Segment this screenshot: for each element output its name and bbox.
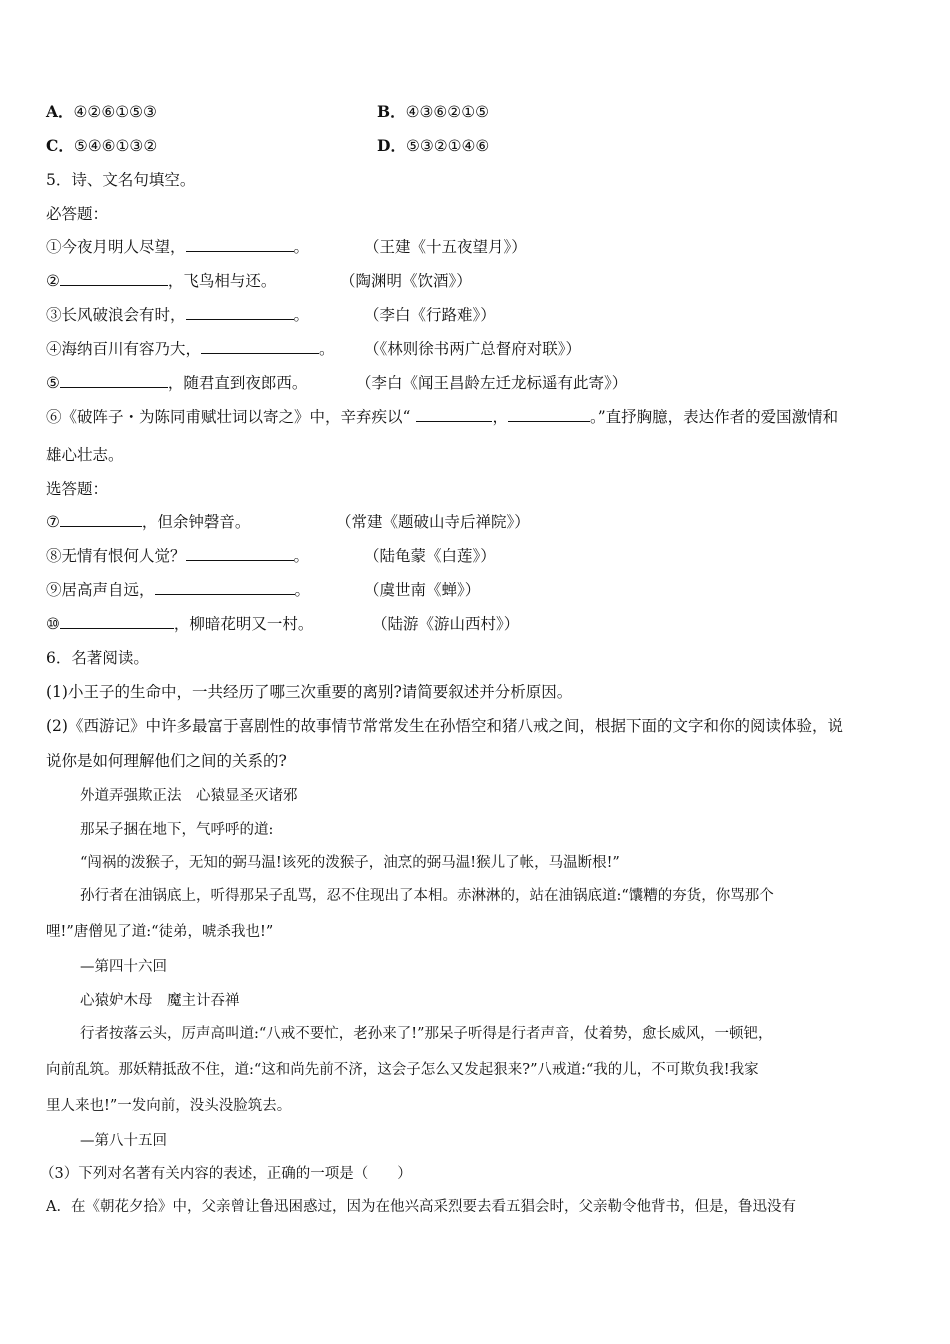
option-d-label: D． bbox=[377, 136, 406, 155]
item-pre: ①今夜月明人尽望， bbox=[46, 238, 186, 256]
option-a-text: ④②⑥①⑤③ bbox=[73, 103, 157, 121]
fill-blank[interactable] bbox=[508, 407, 590, 422]
item-post: 。 bbox=[293, 238, 310, 256]
item-source: （王建《十五夜望月》） bbox=[364, 238, 527, 256]
q5-item-6-cont: 雄心壮志。 bbox=[46, 446, 124, 464]
fill-blank[interactable] bbox=[60, 512, 142, 527]
item-post: ，但余钟磬音。 bbox=[141, 513, 251, 531]
q5-item-2 bbox=[46, 271, 472, 291]
excerpt1-line4: 哩!”唐僧见了道:“徒弟，唬杀我也!” bbox=[46, 924, 274, 940]
option-b-text: ④③⑥②①⑤ bbox=[405, 103, 489, 121]
item-post: ，飞鸟相与还。 bbox=[167, 272, 277, 290]
q5-required-label: 必答题： bbox=[46, 205, 109, 223]
option-b-label: B． bbox=[377, 102, 406, 121]
q5-title: 5．诗、文名句填空。 bbox=[46, 171, 196, 189]
item-source: （陶渊明《饮酒》） bbox=[340, 272, 472, 290]
q5-optional-item-10 bbox=[46, 614, 520, 634]
item-post: 。 bbox=[319, 340, 335, 358]
option-c-text: ⑤④⑥①③② bbox=[73, 137, 158, 155]
q6-title: 6．名著阅读。 bbox=[46, 649, 149, 667]
item-post: 。 bbox=[293, 547, 310, 565]
excerpt2-line2: 向前乱筑。那妖精抵敌不住，道:“这和尚先前不济，这会子怎么又发起狠来?”八戒道:“我的儿，不可欺负我!我家 bbox=[46, 1062, 759, 1078]
option-a-label: A． bbox=[46, 102, 74, 121]
excerpt2-title: 心猿妒木母 魔主计吞禅 bbox=[80, 993, 240, 1009]
q5-optional-item-8 bbox=[46, 546, 496, 566]
fill-blank[interactable] bbox=[155, 580, 295, 595]
item-pre: ⑥《破阵子・为陈同甫赋壮词以寄之》中，辛弃疾以“ bbox=[46, 408, 411, 426]
fill-blank[interactable] bbox=[60, 614, 174, 629]
item-source: （《林则徐书两广总督府对联》） bbox=[364, 340, 582, 358]
item-pre: ⑧无情有恨何人觉？ bbox=[46, 547, 186, 565]
fill-blank[interactable] bbox=[186, 305, 294, 320]
option-row-ab bbox=[46, 102, 157, 122]
option-row-b bbox=[377, 102, 489, 122]
item-post: 。 bbox=[293, 306, 310, 324]
excerpt2-line3: 里人来也!”一发向前，没头没脸筑去。 bbox=[46, 1098, 292, 1114]
excerpt2-line1: 行者按落云头，厉声高叫道:“八戒不要忙，老孙来了!”那呆子听得是行者声音，仗着势，愈长威风，一顿钯， bbox=[80, 1026, 773, 1042]
q6-part2-line1: (2)《西游记》中许多最富于喜剧性的故事情节常常发生在孙悟空和猪八戒之间，根据下面的文字和你的阅读体验，说 bbox=[46, 717, 843, 735]
item-pre: ③长风破浪会有时， bbox=[46, 306, 186, 324]
q5-item-1 bbox=[46, 237, 527, 257]
item-source: （虞世南《蝉》） bbox=[364, 581, 481, 599]
item-source: （陆游《游山西村》） bbox=[372, 615, 520, 633]
q5-optional-item-7 bbox=[46, 512, 530, 532]
fill-blank[interactable] bbox=[201, 339, 319, 354]
item-post: 。”直抒胸臆，表达作者的爱国激情和 bbox=[589, 408, 839, 426]
excerpt1-line1: 那呆子捆在地下，气呼呼的道: bbox=[80, 822, 274, 838]
option-c-label: C． bbox=[46, 136, 74, 155]
q5-optional-label: 选答题： bbox=[46, 480, 109, 498]
option-row-c bbox=[46, 136, 157, 156]
item-source: （陆龟蒙《白莲》） bbox=[364, 547, 496, 565]
fill-blank[interactable] bbox=[60, 373, 168, 388]
item-source: （常建《题破山寺后禅院》） bbox=[336, 513, 530, 531]
item-pre: ⑨居高声自远， bbox=[46, 581, 155, 599]
q5-optional-item-9 bbox=[46, 580, 481, 600]
q6-part3: （3）下列对名著有关内容的表述，正确的一项是（ ） bbox=[40, 1166, 412, 1182]
excerpt2-ref: —第八十五回 bbox=[80, 1133, 167, 1149]
item-pre: ② bbox=[46, 272, 60, 290]
item-mid: ， bbox=[492, 408, 508, 426]
q6-part3-option-a: A．在《朝花夕拾》中，父亲曾让鲁迅困惑过，因为在他兴高采烈要去看五猖会时，父亲勒令他背书，但是，鲁迅没有 bbox=[46, 1199, 796, 1215]
q5-item-4 bbox=[46, 339, 582, 359]
excerpt1-ref: —第四十六回 bbox=[80, 959, 167, 975]
item-post: 。 bbox=[294, 581, 311, 599]
fill-blank[interactable] bbox=[60, 271, 168, 286]
excerpt1-title: 外道弄强欺正法 心猿显圣灭诸邪 bbox=[80, 788, 298, 804]
option-d-text: ⑤③②①④⑥ bbox=[405, 137, 490, 155]
item-post: ，柳暗花明又一村。 bbox=[173, 615, 314, 633]
fill-blank[interactable] bbox=[186, 546, 294, 561]
q5-item-6 bbox=[46, 407, 838, 427]
item-post: ，随君直到夜郎西。 bbox=[167, 374, 308, 392]
item-pre: ⑩ bbox=[46, 615, 60, 633]
item-source: （李白《闻王昌龄左迁龙标遥有此寄》） bbox=[356, 374, 628, 392]
option-row-d bbox=[377, 136, 489, 156]
fill-blank[interactable] bbox=[186, 237, 294, 252]
fill-blank[interactable] bbox=[416, 407, 492, 422]
item-pre: ④海纳百川有容乃大， bbox=[46, 340, 202, 358]
q6-part2-line2: 说你是如何理解他们之间的关系的? bbox=[46, 752, 287, 770]
excerpt1-line2: “闯祸的泼猴子，无知的弼马温!该死的泼猴子，油烹的弼马温!猴儿了帐，马温断根!” bbox=[80, 855, 620, 871]
item-pre: ⑦ bbox=[46, 513, 60, 531]
q5-item-5 bbox=[46, 373, 628, 393]
q5-item-3 bbox=[46, 305, 496, 325]
excerpt1-line3: 孙行者在油锅底上，听得那呆子乱骂，忍不住现出了本相。赤淋淋的，站在油锅底道:“馕糟的夯货，你骂那个 bbox=[80, 888, 774, 904]
item-pre: ⑤ bbox=[46, 374, 60, 392]
item-source: （李白《行路难》） bbox=[364, 306, 496, 324]
q6-part1: (1)小王子的生命中，一共经历了哪三次重要的离别?请简要叙述并分析原因。 bbox=[46, 683, 573, 701]
